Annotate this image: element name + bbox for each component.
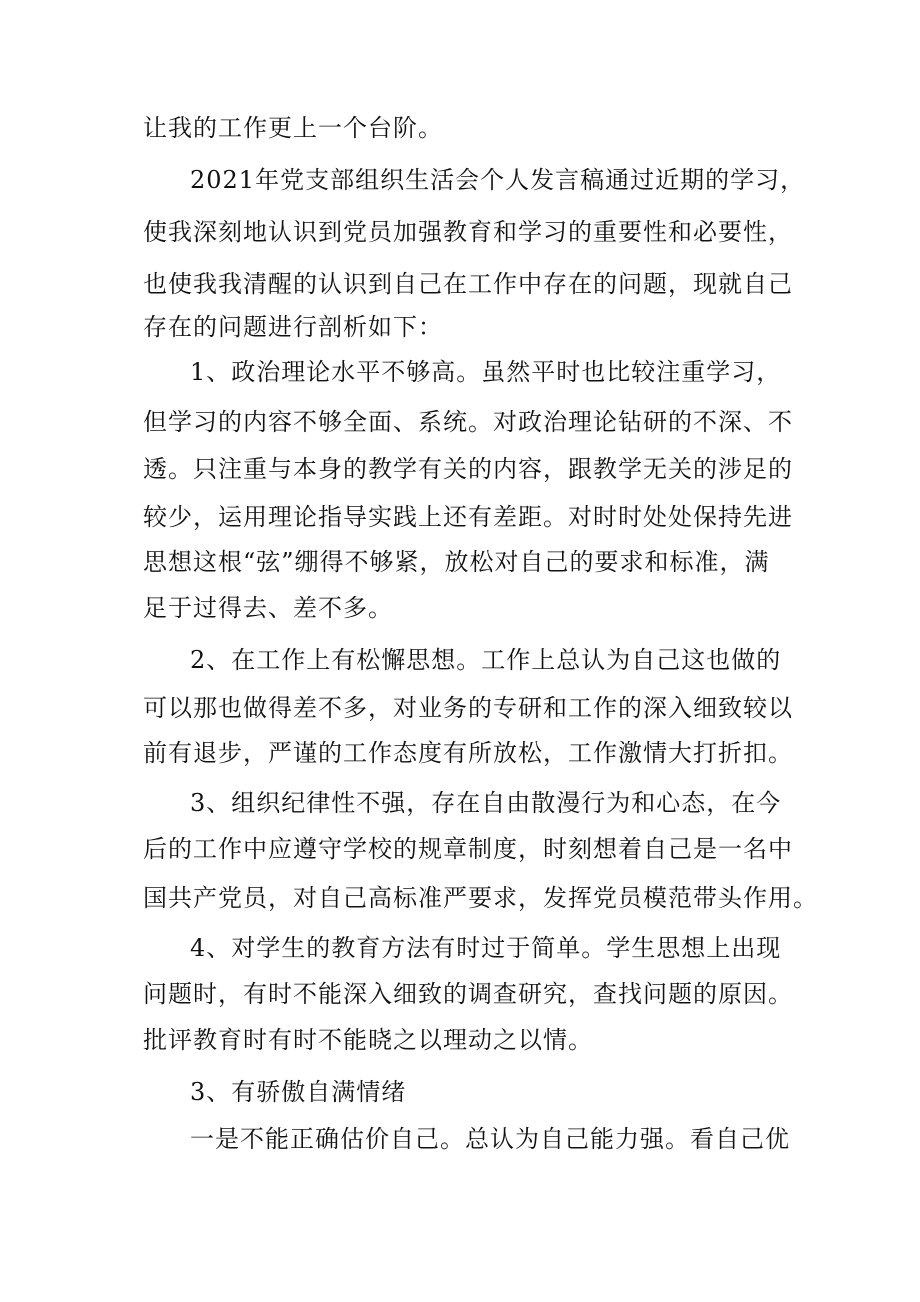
paragraph-start-line: 1、政治理论水平不够高。虽然平时也比较注重学习， — [190, 358, 782, 386]
text-line: 存在的问题进行剖析如下： — [143, 313, 443, 341]
text-line: 批评教育时有时不能晓之以理动之以情。 — [143, 1026, 593, 1054]
text-line: 足于过得去、差不多。 — [143, 594, 393, 622]
text-line: 问题时，有时不能深入细致的调查研究，查找问题的原因。 — [143, 980, 793, 1008]
text-line: 也使我我清醒的认识到自己在工作中存在的问题，现就自己 — [143, 270, 793, 298]
text-line: 前有退步，严谨的工作态度有所放松，工作激情大打折扣。 — [143, 739, 793, 767]
text-line: 可以那也做得差不多，对业务的专研和工作的深入细致较以 — [143, 694, 793, 722]
text-line: 后的工作中应遵守学校的规章制度，时刻想着自己是一名中 — [143, 835, 793, 863]
text-line: 使我深刻地认识到党员加强教育和学习的重要性和必要性， — [143, 218, 793, 246]
text-line: 思想这根“弦”绷得不够紧，放松对自己的要求和标准，满 — [143, 548, 770, 576]
text-line: 让我的工作更上一个台阶。 — [143, 114, 443, 142]
text-line: 但学习的内容不够全面、系统。对政治理论钻研的不深、不 — [143, 408, 793, 436]
text-line: 国共产党员，对自己高标准严要求，发挥党员模范带头作用。 — [143, 884, 818, 912]
paragraph-start-line: 一是不能正确估价自己。总认为自己能力强。看自己优 — [190, 1125, 790, 1153]
paragraph-start-line: 2、在工作上有松懈思想。工作上总认为自己这也做的 — [190, 646, 782, 674]
text-line: 较少，运用理论指导实践上还有差距。对时时处处保持先进 — [143, 503, 793, 531]
paragraph-start-line: 3、组织纪律性不强，存在自由散漫行为和心态，在今 — [190, 789, 782, 817]
paragraph-start-line: 4、对学生的教育方法有时过于简单。学生思想上出现 — [190, 934, 782, 962]
section-heading-line: 3、有骄傲自满情绪 — [190, 1078, 407, 1106]
text-line: 透。只注重与本身的教学有关的内容，跟教学无关的涉足的 — [143, 455, 793, 483]
paragraph-start-line: 2021年党支部组织生活会个人发言稿通过近期的学习， — [190, 166, 806, 194]
